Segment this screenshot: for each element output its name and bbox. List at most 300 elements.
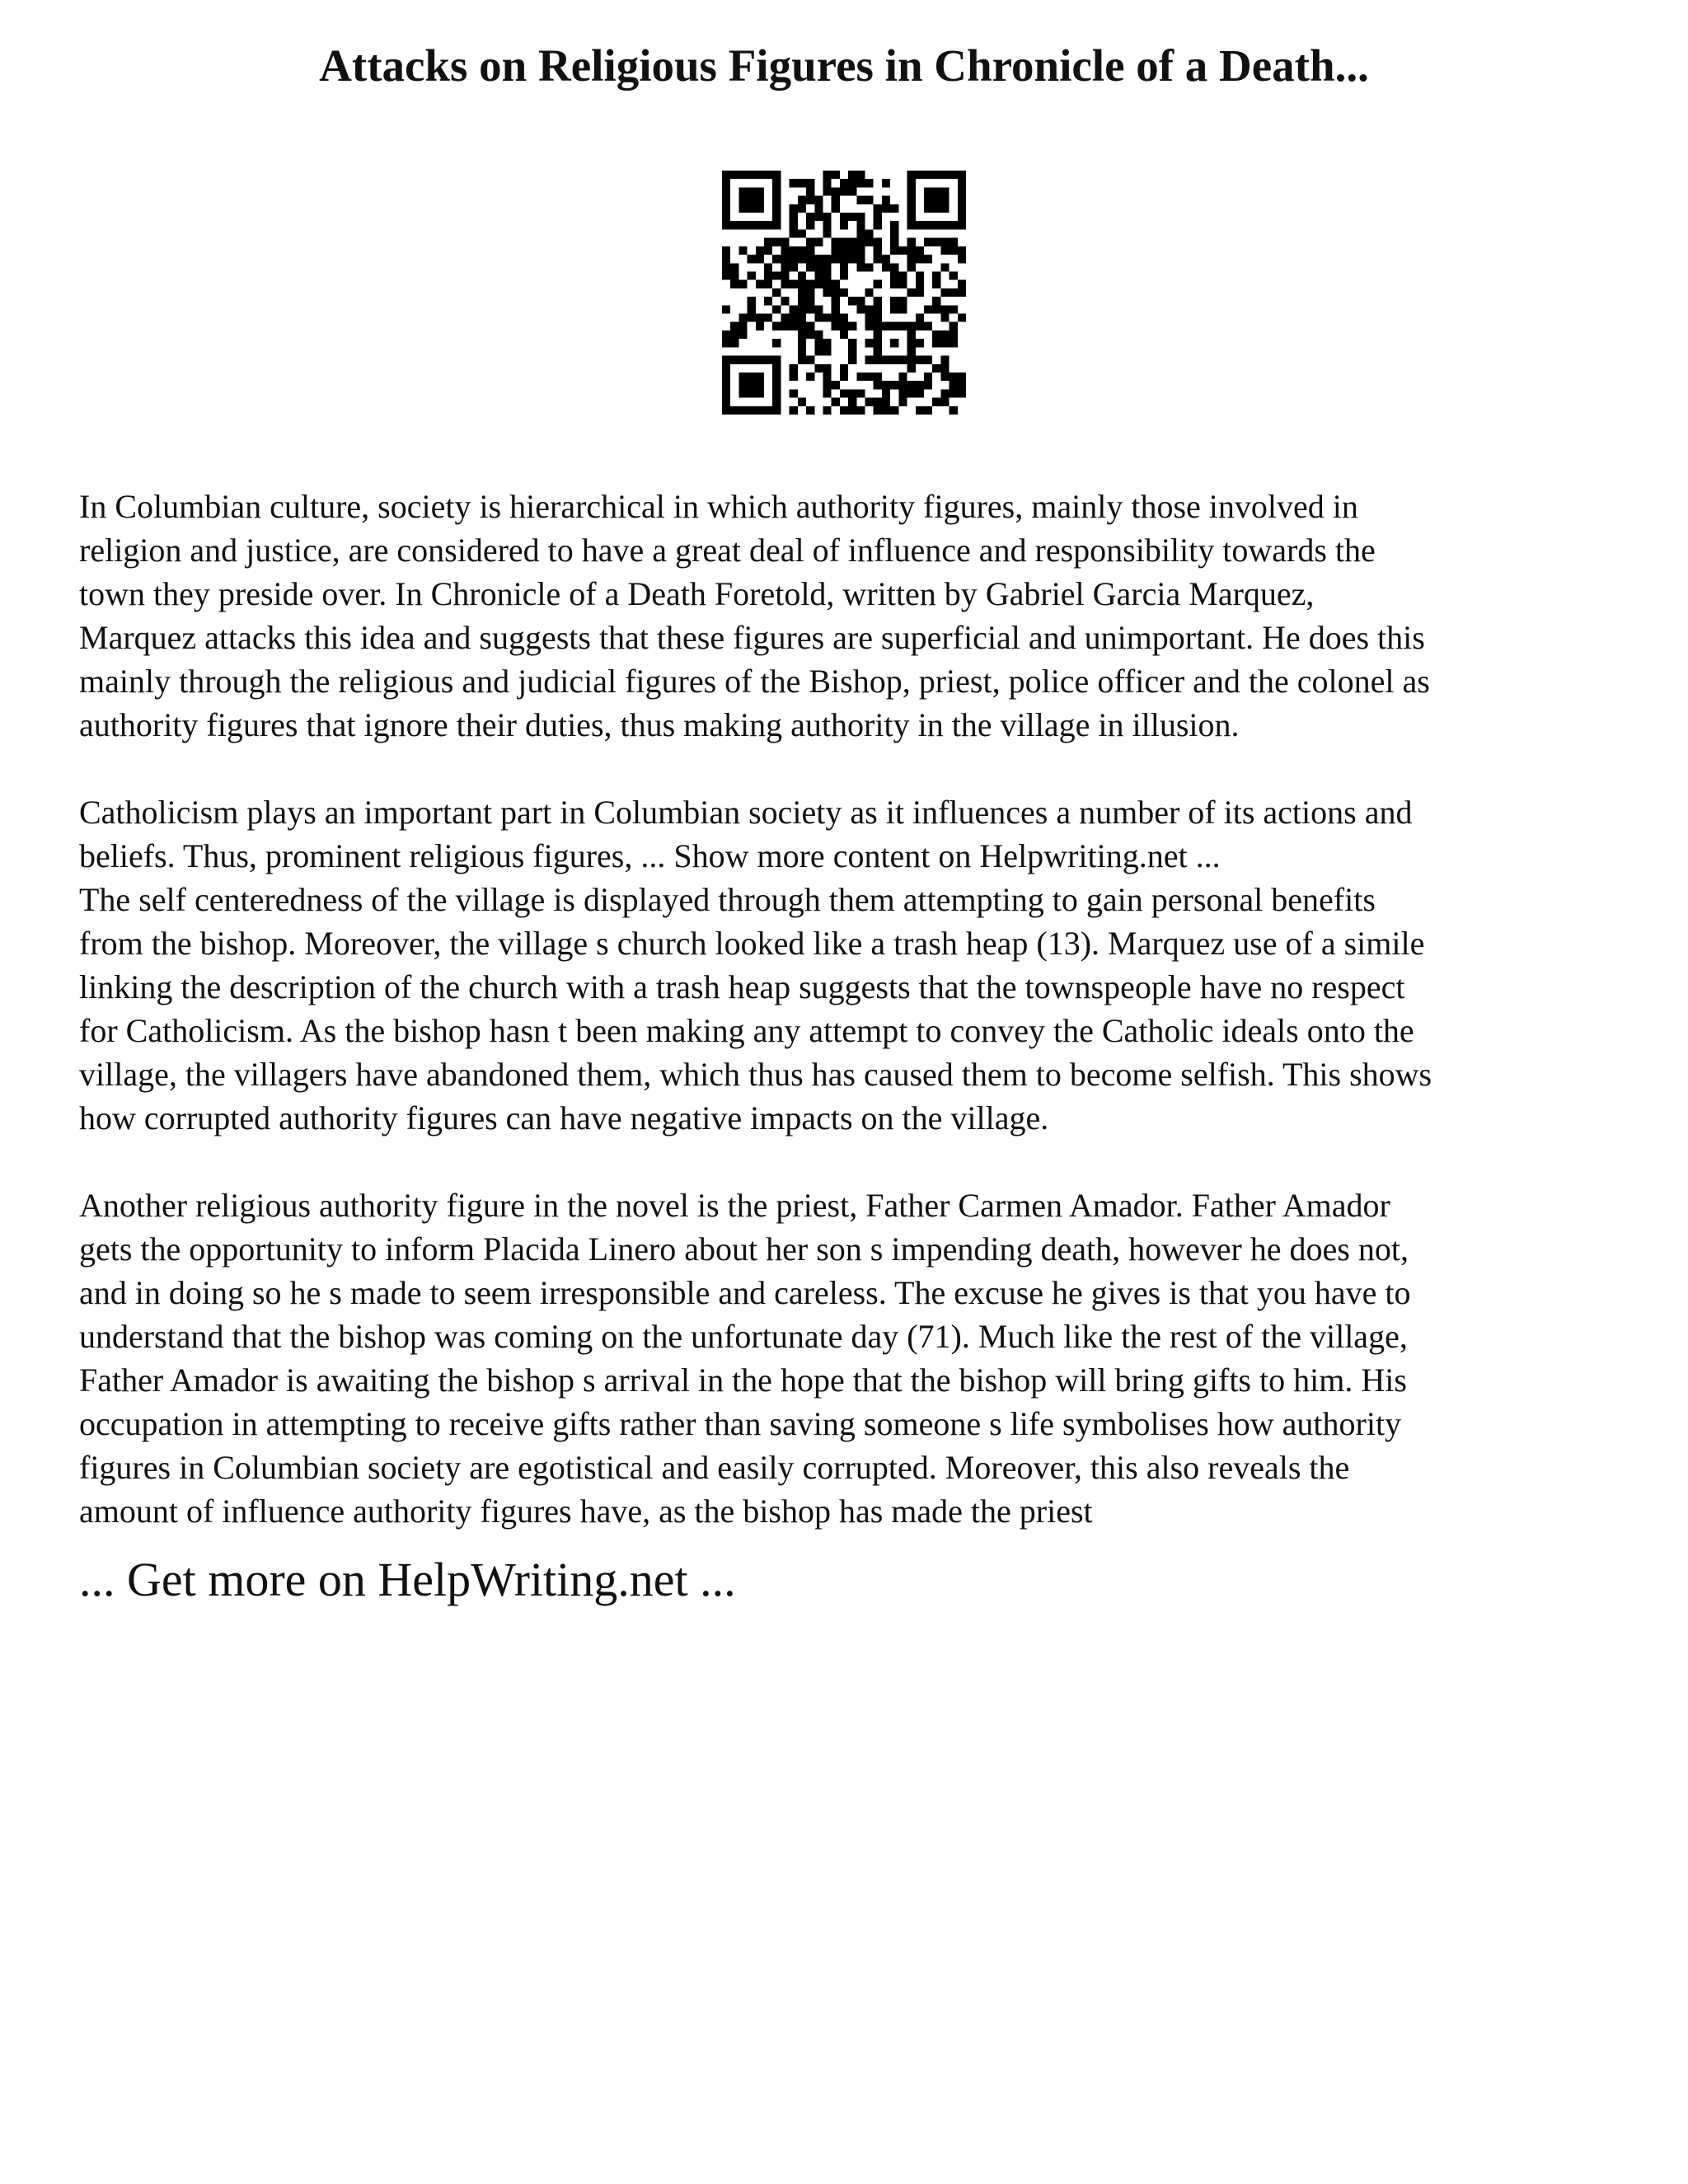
qr-module: [798, 246, 806, 255]
qr-module: [790, 221, 798, 229]
qr-module: [738, 406, 747, 415]
qr-module: [832, 381, 840, 389]
qr-module: [722, 271, 730, 279]
qr-module: [940, 187, 949, 195]
qr-module: [823, 271, 831, 279]
qr-module: [748, 255, 756, 263]
qr-module: [958, 280, 966, 288]
qr-module: [916, 406, 924, 415]
qr-module: [738, 356, 747, 364]
qr-module: [856, 305, 865, 313]
qr-module: [882, 381, 890, 389]
qr-code-graphic: [722, 171, 966, 415]
qr-module: [916, 356, 924, 364]
qr-module: [748, 406, 756, 415]
qr-module: [874, 204, 882, 213]
qr-module: [865, 398, 874, 406]
qr-module: [772, 398, 781, 406]
qr-module: [748, 356, 756, 364]
qr-module: [722, 398, 730, 406]
qr-module: [924, 305, 932, 313]
qr-module: [890, 322, 898, 330]
qr-module: [764, 356, 772, 364]
qr-module: [764, 297, 772, 305]
qr-module: [814, 347, 823, 355]
qr-module: [722, 381, 730, 389]
qr-module: [940, 263, 949, 271]
qr-module: [840, 330, 848, 339]
qr-module: [940, 364, 949, 373]
qr-module: [840, 406, 848, 415]
qr-module: [738, 204, 747, 213]
qr-module: [772, 305, 781, 313]
qr-module: [907, 381, 916, 389]
qr-module: [848, 171, 856, 179]
qr-module: [932, 339, 940, 347]
qr-module: [958, 314, 966, 322]
qr-module: [748, 171, 756, 179]
qr-module: [848, 406, 856, 415]
qr-module: [781, 314, 789, 322]
qr-module: [772, 356, 781, 364]
qr-module: [798, 229, 806, 237]
qr-module: [772, 381, 781, 389]
qr-module: [806, 263, 814, 271]
qr-module: [806, 330, 814, 339]
qr-module: [907, 204, 916, 213]
qr-module: [890, 356, 898, 364]
qr-module: [840, 288, 848, 297]
qr-module: [865, 305, 874, 313]
qr-module: [940, 246, 949, 255]
qr-module: [924, 356, 932, 364]
qr-module: [806, 255, 814, 263]
qr-module: [798, 330, 806, 339]
document-title: Attacks on Religious Figures in Chronicle of a Death...: [319, 40, 1369, 91]
qr-module: [916, 322, 924, 330]
text-line: and in doing so he s made to seem irresponsible and careless. The excuse he gives is that you have to: [79, 1274, 1411, 1311]
text-line: town they preside over. In Chronicle of a Death Foretold, written by Gabriel Garcia Marquez,: [79, 575, 1315, 612]
qr-module: [950, 238, 958, 246]
qr-module: [848, 255, 856, 263]
qr-module: [865, 179, 874, 187]
qr-module: [738, 280, 747, 288]
qr-module: [738, 187, 747, 195]
qr-module: [832, 246, 840, 255]
qr-module: [823, 288, 831, 297]
qr-module: [756, 381, 764, 389]
qr-module: [764, 314, 772, 322]
get-more-link[interactable]: ... Get more on HelpWriting.net ...: [79, 1553, 736, 1606]
qr-module: [950, 171, 958, 179]
qr-module: [856, 406, 865, 415]
qr-module: [798, 204, 806, 213]
qr-module: [874, 339, 882, 347]
qr-module: [814, 271, 823, 279]
qr-module: [950, 288, 958, 297]
qr-module: [756, 171, 764, 179]
qr-module: [874, 381, 882, 389]
qr-module: [932, 238, 940, 246]
qr-module: [907, 347, 916, 355]
qr-module: [790, 406, 798, 415]
qr-module: [924, 171, 932, 179]
qr-module: [806, 246, 814, 255]
qr-module: [958, 179, 966, 187]
qr-module: [916, 280, 924, 288]
qr-module: [738, 330, 747, 339]
qr-module: [748, 204, 756, 213]
qr-module: [916, 221, 924, 229]
qr-module: [890, 221, 898, 229]
qr-module: [848, 187, 856, 195]
qr-module: [940, 196, 949, 204]
paragraph-priest: [79, 1183, 1629, 1533]
qr-module: [840, 263, 848, 271]
qr-module: [748, 297, 756, 305]
qr-module: [738, 171, 747, 179]
qr-module: [940, 171, 949, 179]
qr-module: [756, 389, 764, 397]
qr-module: [814, 213, 823, 221]
qr-module: [950, 406, 958, 415]
qr-module: [958, 187, 966, 195]
qr-module: [722, 305, 730, 313]
qr-module: [790, 213, 798, 221]
qr-module: [722, 196, 730, 204]
qr-module: [814, 330, 823, 339]
qr-module: [823, 347, 831, 355]
qr-module: [958, 246, 966, 255]
qr-module: [748, 373, 756, 381]
qr-module: [958, 221, 966, 229]
qr-module: [840, 179, 848, 187]
text-line: linking the description of the church with a trash heap suggests that the townspeople have no respect: [79, 968, 1405, 1005]
qr-module: [730, 339, 738, 347]
qr-module: [958, 373, 966, 381]
text-line: amount of influence authority figures have, as the bishop has made the priest: [79, 1493, 1093, 1530]
qr-module: [772, 255, 781, 263]
qr-module: [865, 238, 874, 246]
qr-module: [882, 398, 890, 406]
text-line: Marquez attacks this idea and suggests that these figures are superficial and unimportant. He does this: [79, 619, 1425, 656]
qr-module: [890, 339, 898, 347]
qr-module: [916, 339, 924, 347]
document-body: [79, 485, 1629, 1533]
qr-module: [840, 389, 848, 397]
qr-module: [790, 389, 798, 397]
qr-module: [932, 330, 940, 339]
qr-module: [874, 238, 882, 246]
qr-module: [756, 255, 764, 263]
qr-module: [840, 314, 848, 322]
qr-module: [856, 221, 865, 229]
qr-module: [738, 373, 747, 381]
qr-module: [798, 339, 806, 347]
qr-module: [916, 288, 924, 297]
qr-module: [756, 322, 764, 330]
qr-module: [772, 364, 781, 373]
qr-module: [950, 221, 958, 229]
qr-module: [738, 221, 747, 229]
qr-module: [882, 179, 890, 187]
text-line: authority figures that ignore their duties, thus making authority in the village in illusion.: [79, 706, 1240, 743]
qr-module: [764, 171, 772, 179]
qr-module: [814, 196, 823, 204]
qr-module: [823, 381, 831, 389]
qr-module: [722, 171, 730, 179]
qr-module: [874, 305, 882, 313]
qr-module: [756, 204, 764, 213]
qr-module: [848, 238, 856, 246]
qr-module: [840, 213, 848, 221]
qr-module: [932, 280, 940, 288]
qr-module: [806, 238, 814, 246]
qr-module: [814, 364, 823, 373]
qr-module: [730, 271, 738, 279]
qr-module: [764, 271, 772, 279]
qr-module: [865, 229, 874, 237]
qr-module: [924, 322, 932, 330]
qr-module: [890, 263, 898, 271]
qr-module: [806, 356, 814, 364]
qr-module: [764, 246, 772, 255]
qr-module: [907, 339, 916, 347]
qr-module: [722, 213, 730, 221]
qr-module: [832, 322, 840, 330]
text-line: Another religious authority figure in the novel is the priest, Father Carmen Amador. Father Amador: [79, 1187, 1390, 1224]
qr-module: [907, 263, 916, 271]
qr-module: [823, 373, 831, 381]
qr-module: [806, 305, 814, 313]
qr-module: [790, 246, 798, 255]
qr-module: [865, 288, 874, 297]
qr-module: [958, 204, 966, 213]
qr-module: [950, 271, 958, 279]
qr-module: [738, 381, 747, 389]
qr-module: [840, 255, 848, 263]
qr-module: [730, 406, 738, 415]
qr-module: [916, 381, 924, 389]
qr-module: [848, 322, 856, 330]
qr-module: [898, 271, 907, 279]
qr-module: [798, 347, 806, 355]
qr-module: [907, 288, 916, 297]
qr-module: [823, 263, 831, 271]
qr-module: [798, 271, 806, 279]
qr-module: [730, 330, 738, 339]
qr-module: [924, 406, 932, 415]
qr-module: [890, 381, 898, 389]
qr-module: [790, 179, 798, 187]
qr-module: [832, 196, 840, 204]
text-line: understand that the bishop was coming on the unfortunate day (71). Much like the rest of the village,: [79, 1318, 1408, 1355]
qr-module: [832, 288, 840, 297]
qr-module: [848, 389, 856, 397]
qr-module: [874, 406, 882, 415]
qr-module: [907, 389, 916, 397]
qr-module: [916, 171, 924, 179]
qr-module: [874, 213, 882, 221]
qr-module: [840, 238, 848, 246]
show-more-link-line[interactable]: beliefs. Thus, prominent religious figures, ... Show more content on Helpwriting.net ...: [79, 837, 1221, 874]
qr-module: [748, 305, 756, 313]
qr-module: [772, 288, 781, 297]
qr-module: [848, 356, 856, 364]
qr-module: [806, 280, 814, 288]
qr-module: [748, 196, 756, 204]
qr-module: [890, 204, 898, 213]
text-line: gets the opportunity to inform Placida Linero about her son s impending death, however he does not,: [79, 1230, 1409, 1268]
qr-module: [730, 356, 738, 364]
qr-module: [950, 339, 958, 347]
qr-module: [898, 280, 907, 288]
qr-module: [882, 322, 890, 330]
qr-module: [874, 314, 882, 322]
qr-module: [832, 297, 840, 305]
qr-module: [856, 229, 865, 237]
qr-module: [890, 406, 898, 415]
qr-module: [950, 381, 958, 389]
qr-module: [814, 255, 823, 263]
qr-module: [798, 305, 806, 313]
qr-module: [722, 373, 730, 381]
qr-module: [806, 373, 814, 381]
qr-module: [882, 196, 890, 204]
qr-module: [898, 297, 907, 305]
qr-module: [722, 339, 730, 347]
qr-module: [764, 263, 772, 271]
qr-module: [790, 255, 798, 263]
qr-module: [865, 373, 874, 381]
qr-module: [781, 255, 789, 263]
qr-module: [940, 288, 949, 297]
qr-module: [814, 204, 823, 213]
qr-module: [916, 389, 924, 397]
qr-module: [924, 238, 932, 246]
qr-module: [823, 406, 831, 415]
qr-module: [738, 322, 747, 330]
qr-module: [932, 398, 940, 406]
qr-module: [722, 204, 730, 213]
qr-module: [940, 339, 949, 347]
qr-module: [772, 204, 781, 213]
qr-module: [756, 221, 764, 229]
text-line: how corrupted authority figures can have negative impacts on the village.: [79, 1099, 1049, 1137]
qr-module: [823, 280, 831, 288]
qr-module: [806, 221, 814, 229]
qr-module: [907, 221, 916, 229]
text-line: The self centeredness of the village is displayed through them attempting to gain personal benefits: [79, 881, 1376, 918]
qr-module: [798, 196, 806, 204]
qr-module: [722, 356, 730, 364]
qr-module: [823, 213, 831, 221]
qr-module: [756, 406, 764, 415]
qr-module: [790, 204, 798, 213]
qr-module: [832, 238, 840, 246]
text-line: religion and justice, are considered to have a great deal of influence and responsibility towards the: [79, 532, 1376, 569]
qr-module: [748, 221, 756, 229]
qr-module: [730, 171, 738, 179]
qr-module: [950, 330, 958, 339]
qr-module: [882, 255, 890, 263]
qr-module: [856, 246, 865, 255]
qr-module: [865, 314, 874, 322]
qr-module: [898, 373, 907, 381]
qr-module: [781, 322, 789, 330]
qr-module: [738, 196, 747, 204]
qr-module: [790, 229, 798, 237]
qr-module: [882, 263, 890, 271]
qr-module: [798, 179, 806, 187]
qr-module: [882, 389, 890, 397]
qr-module: [772, 406, 781, 415]
qr-module: [958, 389, 966, 397]
qr-module: [832, 314, 840, 322]
qr-module: [874, 356, 882, 364]
qr-module: [722, 179, 730, 187]
qr-module: [890, 229, 898, 237]
qr-module: [865, 356, 874, 364]
qr-module: [772, 271, 781, 279]
qr-module: [781, 246, 789, 255]
qr-module: [823, 339, 831, 347]
qr-module: [940, 305, 949, 313]
qr-module: [781, 238, 789, 246]
qr-module: [856, 213, 865, 221]
qr-module: [738, 389, 747, 397]
qr-module: [958, 171, 966, 179]
qr-module: [730, 322, 738, 330]
qr-module: [848, 347, 856, 355]
text-line: figures in Columbian society are egotistical and easily corrupted. Moreover, this also reveals the: [79, 1449, 1350, 1486]
qr-module: [856, 297, 865, 305]
qr-module: [958, 213, 966, 221]
qr-module: [932, 204, 940, 213]
qr-module: [907, 238, 916, 246]
qr-module: [781, 280, 789, 288]
qr-module: [730, 221, 738, 229]
qr-module: [814, 314, 823, 322]
qr-module: [814, 305, 823, 313]
qr-module: [832, 171, 840, 179]
qr-module: [772, 221, 781, 229]
text-line: from the bishop. Moreover, the village s church looked like a trash heap (13). Marquez use of a simile: [79, 925, 1425, 962]
qr-module: [840, 187, 848, 195]
qr-module: [940, 330, 949, 339]
qr-module: [898, 398, 907, 406]
qr-module: [890, 305, 898, 313]
qr-module: [806, 213, 814, 221]
text-line: mainly through the religious and judicial figures of the Bishop, priest, police officer and the colonel as: [79, 663, 1430, 700]
qr-module: [722, 187, 730, 195]
qr-module: [806, 196, 814, 204]
qr-module: [848, 213, 856, 221]
qr-module: [932, 171, 940, 179]
text-line: for Catholicism. As the bishop hasn t been making any attempt to convey the Catholic ideals onto the: [79, 1012, 1414, 1049]
qr-module: [907, 356, 916, 364]
qr-module: [764, 238, 772, 246]
qr-module: [798, 398, 806, 406]
qr-module: [907, 179, 916, 187]
qr-module: [882, 406, 890, 415]
qr-module: [856, 255, 865, 263]
qr-module: [874, 246, 882, 255]
qr-module: [806, 179, 814, 187]
qr-module: [798, 356, 806, 364]
qr-module: [882, 204, 890, 213]
qr-module: [840, 271, 848, 279]
